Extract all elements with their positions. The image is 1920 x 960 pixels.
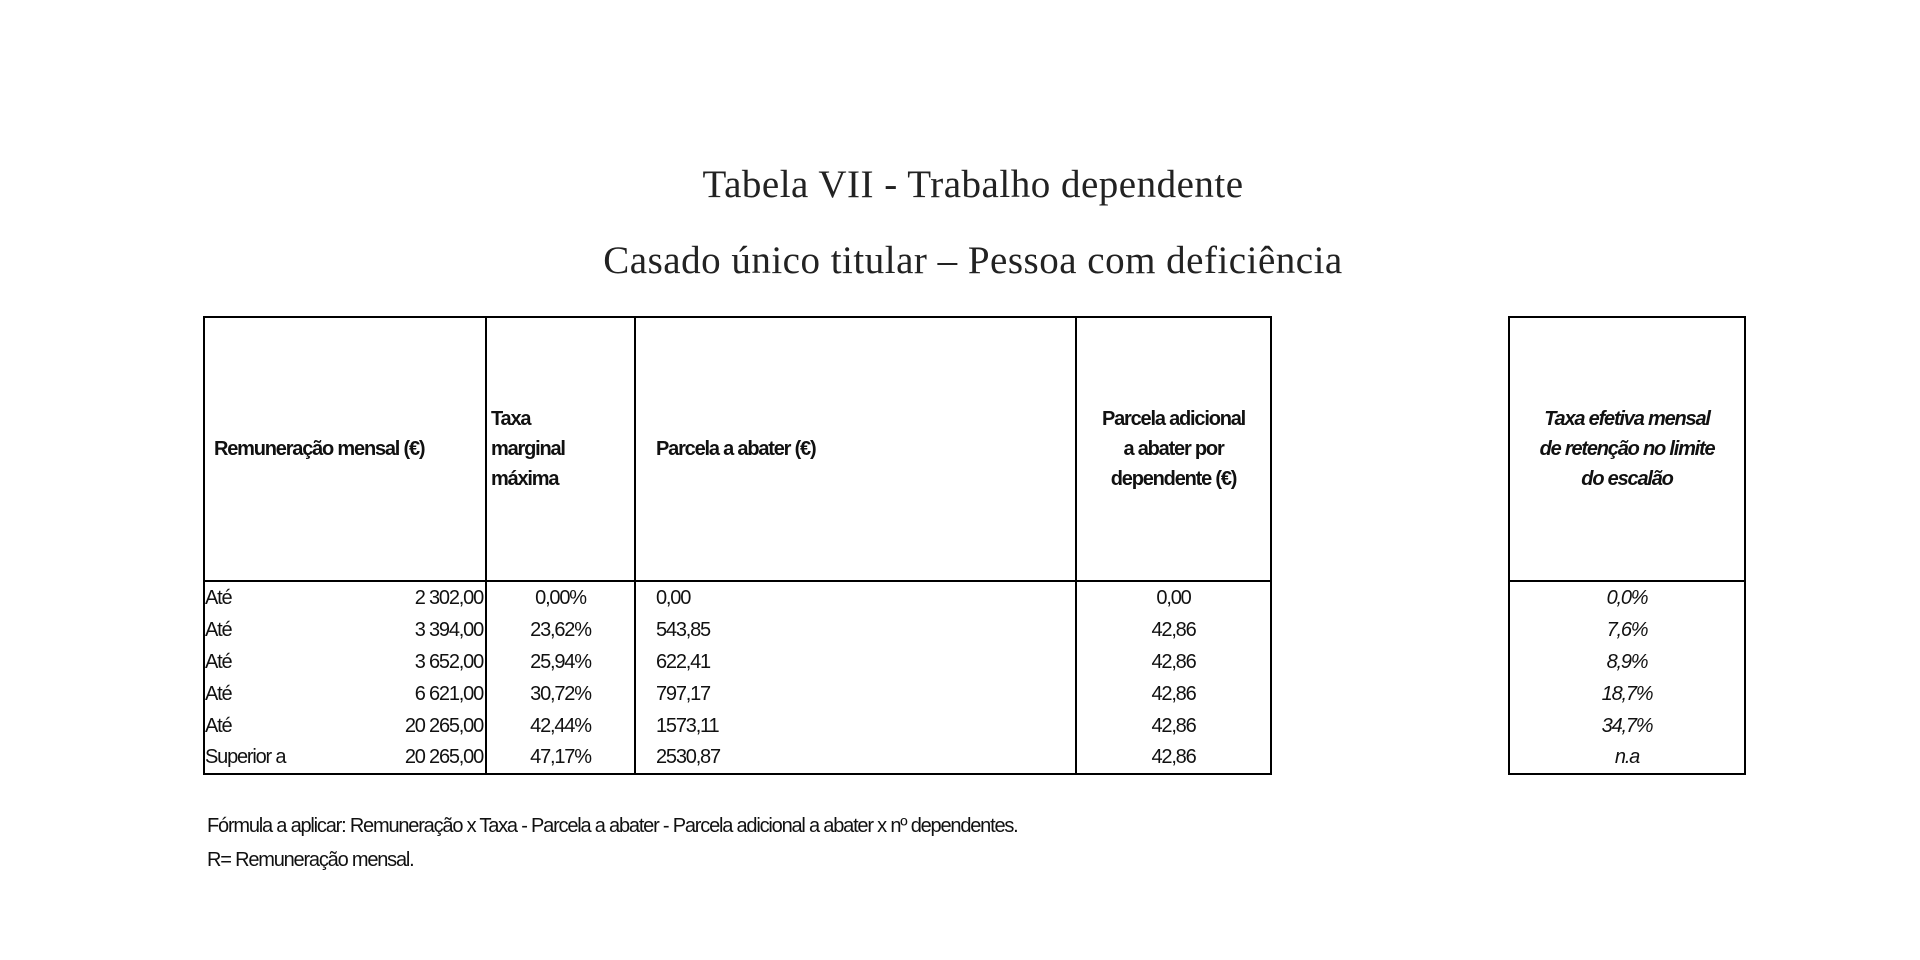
header-parcela: Parcela a abater (€) [635, 317, 1076, 581]
header-taxa-efetiva-line-3: do escalão [1581, 468, 1673, 490]
cell-taxa-efetiva: 34,7% [1601, 714, 1653, 737]
cell-remuneracao [204, 581, 486, 614]
header-taxa [486, 317, 635, 581]
header-adicional-line-1: Parcela adicional [1101, 408, 1246, 430]
header-adicional [1076, 317, 1271, 581]
header-taxa-efetiva-line-1: Taxa efetiva mensal [1544, 408, 1710, 430]
bracket-value: 2 302,00 [414, 586, 483, 609]
cell-parcela: 0,00 [635, 581, 1076, 614]
table-row [204, 678, 1271, 710]
table-row [204, 581, 1271, 614]
cell-adicional: 0,00 [1156, 586, 1191, 609]
table-row [204, 646, 1271, 678]
cell-adicional: 42,86 [1151, 746, 1196, 768]
bracket-label: Superior a [205, 746, 286, 768]
header-adicional-line-3: dependente (€) [1110, 468, 1237, 490]
cell-taxa: 23,62% [486, 614, 635, 646]
cell-taxa: 0,00% [486, 581, 635, 614]
page-title: Tabela VII - Trabalho dependente [702, 163, 1244, 206]
bracket-label: Até [205, 618, 232, 641]
header-taxa-line-3: máxima [491, 468, 559, 490]
cell-parcela: 622,41 [635, 646, 1076, 678]
effective-rate-table [1508, 316, 1746, 775]
cell-parcela: 797,17 [635, 678, 1076, 710]
header-taxa-efetiva [1509, 317, 1745, 581]
bracket-label: Até [205, 586, 232, 609]
side-header-row [1509, 317, 1745, 581]
cell-remuneracao [204, 614, 486, 646]
header-taxa-line-1: Taxa [491, 408, 531, 430]
cell-remuneracao [204, 710, 486, 742]
header-taxa-line-2: marginal [491, 438, 565, 460]
withholding-tax-table [203, 316, 1272, 775]
cell-remuneracao [204, 678, 486, 710]
bracket-label: Até [205, 650, 232, 673]
cell-taxa-efetiva: 18,7% [1601, 682, 1653, 705]
side-table-row [1509, 581, 1745, 614]
side-table-row [1509, 678, 1745, 710]
cell-taxa: 30,72% [486, 678, 635, 710]
bracket-label: Até [205, 682, 232, 705]
bracket-value: 6 621,00 [414, 682, 483, 705]
page-subtitle: Casado único titular – Pessoa com deficiência [603, 239, 1343, 282]
cell-taxa-efetiva: n.a [1614, 746, 1640, 768]
cell-adicional: 42,86 [1151, 650, 1196, 673]
cell-taxa: 42,44% [486, 710, 635, 742]
side-table-row [1509, 710, 1745, 742]
formula-note: Fórmula a aplicar: Remuneração x Taxa - Parcela a abater - Parcela adicional a abater x nº dependentes. [207, 815, 1018, 837]
side-table-row [1509, 742, 1745, 774]
bracket-label: Até [205, 714, 232, 737]
cell-parcela: 543,85 [635, 614, 1076, 646]
side-table-row [1509, 646, 1745, 678]
table-row [204, 742, 1271, 774]
cell-parcela: 1573,11 [635, 710, 1076, 742]
cell-taxa-efetiva: 0,0% [1606, 586, 1648, 609]
table-row [204, 614, 1271, 646]
cell-adicional: 42,86 [1151, 682, 1196, 705]
bracket-value: 3 394,00 [414, 618, 483, 641]
side-table-row [1509, 614, 1745, 646]
header-remuneracao: Remuneração mensal (€) [204, 317, 486, 581]
table-row [204, 710, 1271, 742]
cell-parcela: 2530,87 [635, 742, 1076, 774]
cell-taxa-efetiva: 8,9% [1606, 650, 1648, 673]
cell-taxa: 47,17% [486, 742, 635, 774]
cell-adicional: 42,86 [1151, 618, 1196, 641]
cell-remuneracao [204, 646, 486, 678]
cell-remuneracao [204, 742, 486, 774]
bracket-value: 20 265,00 [404, 714, 483, 737]
table-header-row [204, 317, 1271, 581]
bracket-value: 3 652,00 [414, 650, 483, 673]
remuneration-note: R= Remuneração mensal. [207, 849, 414, 871]
cell-taxa: 25,94% [486, 646, 635, 678]
bracket-value: 20 265,00 [404, 746, 483, 768]
header-adicional-line-2: a abater por [1123, 438, 1224, 460]
header-taxa-efetiva-line-2: de retenção no limite [1539, 438, 1715, 460]
cell-adicional: 42,86 [1151, 714, 1196, 737]
cell-taxa-efetiva: 7,6% [1606, 618, 1648, 641]
